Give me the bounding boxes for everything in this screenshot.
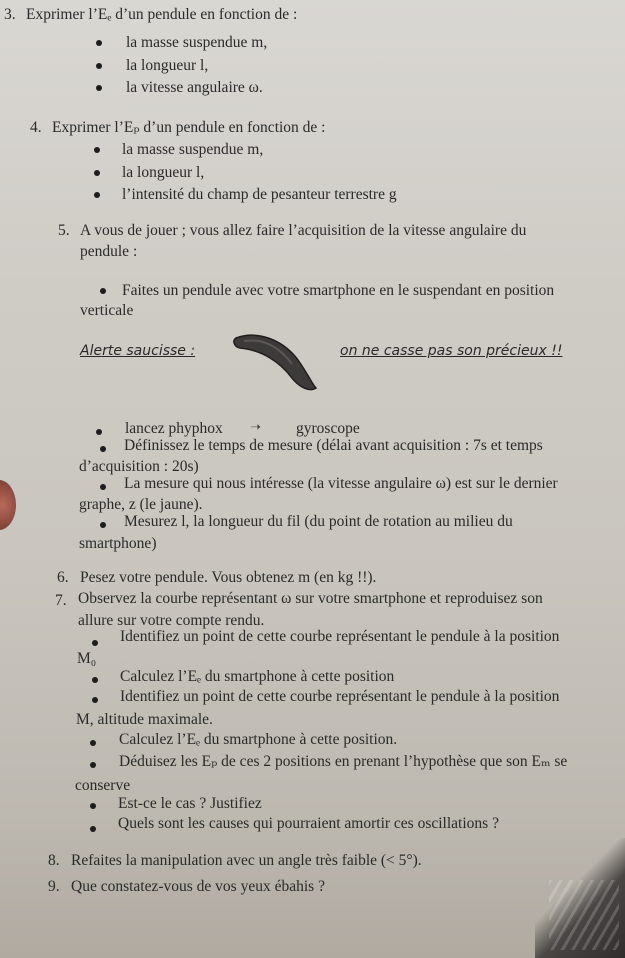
q3-item-length: la longueur l, (126, 57, 209, 74)
q7-b7: Quels sont les causes qui pourraient amortir ces oscillations ? (118, 815, 499, 832)
q5-bullet-duration-line2: d’acquisition : 20s) (79, 458, 199, 475)
bullet-dot (92, 640, 98, 646)
q7-b3-line2: M, altitude maximale. (76, 711, 213, 728)
q5-title-line1: A vous de jouer ; vous allez faire l’acquisition de la vitesse angulaire du (80, 222, 527, 239)
q5-number: 5. (58, 222, 70, 239)
bullet-dot (90, 762, 96, 768)
q6-text: Pesez votre pendule. Vous obtenez m (en kg !!). (80, 569, 377, 586)
bullet-dot (100, 446, 106, 452)
q7-title-line1: Observez la courbe représentant ω sur votre smartphone et reproduisez son (78, 590, 543, 607)
bullet-dot (96, 429, 102, 435)
sausage-image (228, 322, 328, 392)
q7-number: 7. (55, 592, 67, 609)
bullet-dot (94, 170, 100, 176)
q8-number: 8. (48, 852, 60, 869)
q4-number: 4. (30, 119, 42, 136)
q5-bullet-duration-line1: Définissez le temps de mesure (délai avant acquisition : 7s et temps (124, 437, 543, 454)
q7-b5-line1: Déduisez les Eₚ de ces 2 positions en prenant l’hypothèse que son Eₘ se (119, 753, 568, 770)
alert-label: Alerte saucisse : (80, 343, 196, 359)
bullet-dot (94, 147, 100, 153)
q7-b4: Calculez l’Eₑ du smartphone à cette position. (119, 731, 398, 748)
q7-b3-line1: Identifiez un point de cette courbe représentant le pendule à la position (120, 688, 560, 705)
q6-number: 6. (57, 569, 69, 586)
bullet-dot (92, 697, 98, 703)
q7-b6: Est-ce le cas ? Justifiez (118, 795, 262, 812)
bullet-dot (100, 522, 106, 528)
q5-bullet-measure-line2: graphe, z (le jaune). (79, 496, 203, 513)
bullet-dot (90, 826, 96, 832)
alert-warning: on ne casse pas son précieux !! (340, 343, 563, 359)
q9-text: Que constatez-vous de vos yeux ébahis ? (71, 878, 325, 895)
bullet-dot (96, 63, 102, 69)
q5-title-line2: pendule : (80, 243, 138, 260)
arrow-right-icon: ➝ (250, 420, 261, 435)
bullet-dot (100, 288, 106, 294)
q5-bullet-measure-line1: La mesure qui nous intéresse (la vitesse angulaire ω) est sur le dernier (124, 475, 558, 492)
q7-b2: Calculez l’Eₑ du smartphone à cette position (120, 668, 395, 685)
q4-item-length: la longueur l, (122, 164, 205, 181)
bullet-dot (92, 677, 98, 683)
finger-edge (0, 480, 16, 530)
q5-bullet-length-line1: Mesurez l, la longueur du fil (du point de rotation au milieu du (124, 513, 513, 530)
q4-title: Exprimer l’Eₚ d’un pendule en fonction de : (52, 119, 326, 136)
bullet-dot (90, 803, 96, 809)
q3-item-mass: la masse suspendue m, (126, 34, 268, 51)
q4-item-gravity: l’intensité du champ de pesanteur terrestre g (122, 186, 397, 203)
q7-title-line2: allure sur votre compte rendu. (78, 612, 265, 629)
bullet-dot (94, 192, 100, 198)
q3-item-angular-speed: la vitesse angulaire ω. (126, 79, 263, 96)
q5-bullet-pendulum-line2: verticale (80, 302, 134, 319)
q5-bullet-phyphox: lancez phyphox (125, 420, 223, 437)
q9-number: 9. (48, 878, 60, 895)
bullet-dot (90, 740, 96, 746)
bullet-dot (100, 484, 106, 490)
q5-bullet-pendulum-line1: Faites un pendule avec votre smartphone en le suspendant en position (122, 282, 555, 299)
q7-b1-line1: Identifiez un point de cette courbe représentant le pendule à la position (120, 628, 560, 645)
q5-gyroscope: gyroscope (296, 420, 360, 437)
q3-title: Exprimer l’Eₑ d’un pendule en fonction de : (26, 6, 298, 23)
dark-object-corner (535, 838, 625, 958)
q4-item-mass: la masse suspendue m, (122, 141, 264, 158)
bullet-dot (96, 40, 102, 46)
q3-number: 3. (4, 6, 16, 23)
bullet-dot (96, 85, 102, 91)
q5-bullet-length-line2: smartphone) (79, 535, 157, 552)
q8-text: Refaites la manipulation avec un angle très faible (< 5°). (71, 852, 422, 869)
q7-b5-line2: conserve (75, 777, 131, 794)
q7-b1-line2: M₀ (77, 650, 97, 667)
